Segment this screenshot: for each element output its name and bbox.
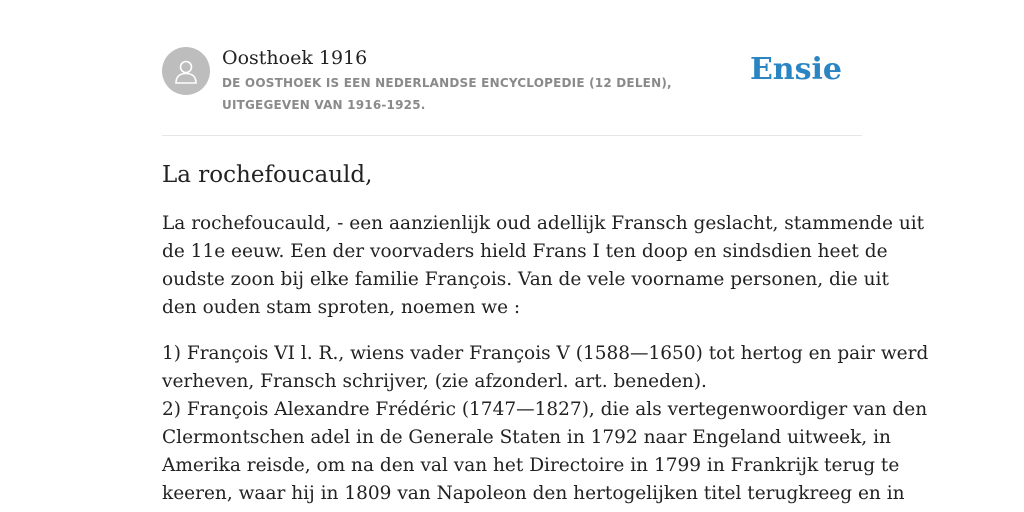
list-paragraph bbox=[162, 340, 929, 508]
article-title: La rochefoucauld, bbox=[162, 162, 373, 188]
text-line: Clermontschen adel in de Generale Staten in 1792 naar Engeland uitweek, in bbox=[162, 427, 891, 448]
text-line: den ouden stam sproten, noemen we : bbox=[162, 297, 521, 318]
text-line: verheven, Fransch schrijver, (zie afzonderl. art. beneden). bbox=[162, 371, 707, 392]
text-line: keeren, waar hij in 1809 van Napoleon den hertogelijken titel terugkreeg en in bbox=[162, 483, 905, 504]
user-icon bbox=[172, 57, 200, 85]
source-title[interactable]: Oosthoek 1916 bbox=[222, 47, 368, 69]
brand-logo[interactable]: Ensie bbox=[749, 52, 842, 87]
avatar[interactable] bbox=[162, 47, 210, 95]
text-line: Amerika reisde, om na den val van het Directoire in 1799 in Frankrijk terug te bbox=[162, 455, 900, 476]
text-line: de 11e eeuw. Een der voorvaders hield Frans I ten doop en sindsdien heet de bbox=[162, 241, 888, 262]
text-line: oudste zoon bij elke familie François. Van de vele voorname personen, die uit bbox=[162, 269, 889, 290]
header-divider bbox=[162, 135, 862, 136]
text-line: 1) François VI l. R., wiens vader François V (1588—1650) tot hertog en pair werd bbox=[162, 343, 929, 364]
source-header bbox=[162, 46, 862, 136]
intro-paragraph bbox=[162, 210, 925, 322]
source-description: DE OOSTHOEK IS EEN NEDERLANDSE ENCYCLOPEDIE (12 DELEN), UITGEGEVEN VAN 1916-1925. bbox=[222, 76, 672, 112]
article bbox=[162, 158, 929, 512]
text-line: 2) François Alexandre Frédéric (1747—1827), die als vertegenwoordiger van den bbox=[162, 399, 928, 420]
text-line: La rochefoucauld, - een aanzienlijk oud adellijk Fransch geslacht, stammende uit bbox=[162, 213, 925, 234]
